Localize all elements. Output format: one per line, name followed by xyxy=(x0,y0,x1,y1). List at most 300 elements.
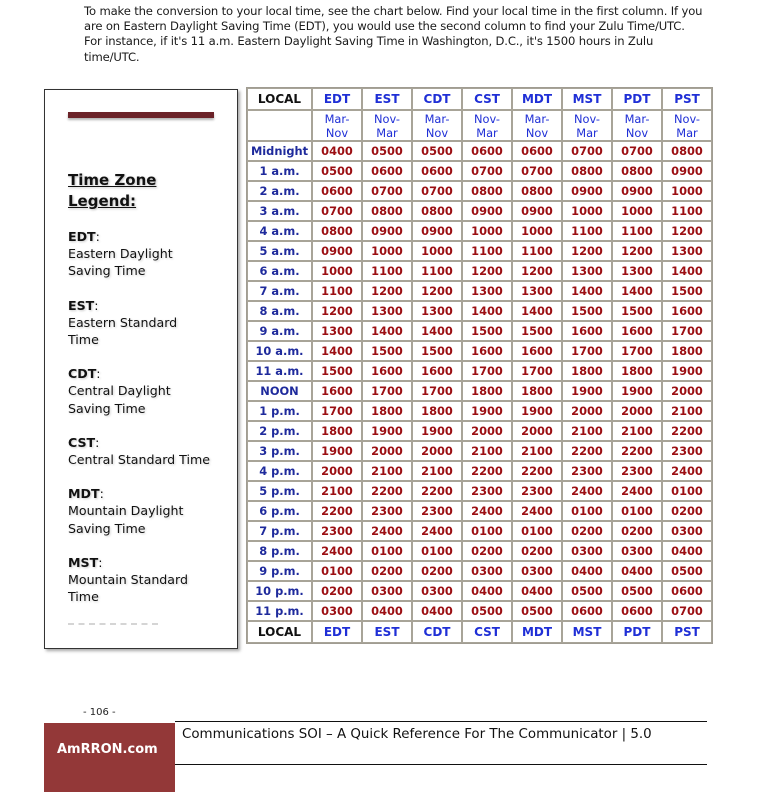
zulu-cell: 0400 xyxy=(512,581,562,601)
zulu-cell: 0200 xyxy=(362,561,412,581)
period-line: Nov xyxy=(525,125,549,140)
zulu-cell: 0600 xyxy=(362,161,412,181)
zulu-cell: 0100 xyxy=(662,481,712,501)
period-line: Mar xyxy=(476,125,498,140)
zulu-cell: 0300 xyxy=(512,561,562,581)
legend-truncated-entry xyxy=(68,623,158,628)
zulu-cell: 0600 xyxy=(512,141,562,161)
period-line: Nov xyxy=(325,125,349,140)
zulu-cell: 2200 xyxy=(462,461,512,481)
zulu-cell: 2000 xyxy=(612,401,662,421)
local-time-cell: NOON xyxy=(247,381,312,401)
zulu-cell: 1400 xyxy=(612,281,662,301)
table-row xyxy=(247,241,712,261)
zulu-cell: 2300 xyxy=(562,461,612,481)
zulu-cell: 2000 xyxy=(412,441,462,461)
zulu-cell: 2100 xyxy=(462,441,512,461)
zulu-cell: 2300 xyxy=(462,481,512,501)
zulu-cell: 2300 xyxy=(612,461,662,481)
zulu-cell: 1200 xyxy=(412,281,462,301)
zulu-cell: 1300 xyxy=(662,241,712,261)
period-cell xyxy=(412,110,462,141)
period-line: Nov- xyxy=(373,111,401,126)
local-time-cell: 7 a.m. xyxy=(247,281,312,301)
legend-entry-est: EST: Eastern Standard Time xyxy=(68,297,233,349)
zulu-cell: 1600 xyxy=(462,341,512,361)
table-row xyxy=(247,341,712,361)
zulu-cell: 0200 xyxy=(412,561,462,581)
zulu-cell: 2200 xyxy=(562,441,612,461)
legend-entry-cst: CST: Central Standard Time xyxy=(68,434,233,468)
legend-abbr: EST xyxy=(68,297,95,313)
zulu-cell: 1800 xyxy=(612,361,662,381)
zulu-cell: 1900 xyxy=(512,401,562,421)
table-row xyxy=(247,541,712,561)
zulu-cell: 1900 xyxy=(612,381,662,401)
zulu-cell: 0700 xyxy=(312,201,362,221)
zulu-cell: 1200 xyxy=(512,261,562,281)
zulu-cell: 0300 xyxy=(462,561,512,581)
local-time-cell: 10 a.m. xyxy=(247,341,312,361)
zulu-cell: 2200 xyxy=(612,441,662,461)
zulu-cell: 0400 xyxy=(462,581,512,601)
legend-entry-mdt: MDT: Mountain Daylight Saving Time xyxy=(68,485,233,537)
zulu-cell: 1900 xyxy=(312,441,362,461)
period-cell xyxy=(462,110,512,141)
legend-abbr: CST xyxy=(68,434,96,450)
zulu-cell: 2300 xyxy=(662,441,712,461)
header-zone: CDT xyxy=(412,88,462,110)
zulu-cell: 0600 xyxy=(662,581,712,601)
zulu-cell: 2400 xyxy=(362,521,412,541)
zulu-cell: 0900 xyxy=(612,181,662,201)
footer-zone: EST xyxy=(362,621,412,643)
table-row xyxy=(247,201,712,221)
footer-zone: CST xyxy=(462,621,512,643)
zulu-cell: 2300 xyxy=(312,521,362,541)
period-cell xyxy=(362,110,412,141)
zulu-cell: 1600 xyxy=(562,321,612,341)
zulu-cell: 2400 xyxy=(312,541,362,561)
table-row xyxy=(247,161,712,181)
zulu-cell: 0400 xyxy=(662,541,712,561)
zulu-cell: 1100 xyxy=(512,241,562,261)
legend-desc: Mountain Daylight Saving Time xyxy=(68,503,184,536)
table-row xyxy=(247,441,712,461)
header-zone: PST xyxy=(662,88,712,110)
period-cell xyxy=(512,110,562,141)
local-time-cell: 5 p.m. xyxy=(247,481,312,501)
zulu-cell: 0200 xyxy=(512,541,562,561)
zulu-cell: 0800 xyxy=(312,221,362,241)
zulu-cell: 0200 xyxy=(612,521,662,541)
zulu-cell: 1200 xyxy=(612,241,662,261)
zulu-cell: 1400 xyxy=(662,261,712,281)
zulu-cell: 1000 xyxy=(512,221,562,241)
zulu-cell: 1400 xyxy=(362,321,412,341)
zulu-cell: 0500 xyxy=(562,581,612,601)
legend-title xyxy=(68,170,156,212)
footer-zone: MDT xyxy=(512,621,562,643)
zulu-cell: 0900 xyxy=(562,181,612,201)
period-cell xyxy=(562,110,612,141)
zulu-cell: 0900 xyxy=(662,161,712,181)
zulu-cell: 1000 xyxy=(462,221,512,241)
zulu-cell: 1300 xyxy=(312,321,362,341)
zulu-cell: 1700 xyxy=(612,341,662,361)
zulu-cell: 2100 xyxy=(312,481,362,501)
period-line: Nov- xyxy=(573,111,601,126)
table-row xyxy=(247,181,712,201)
table-row xyxy=(247,321,712,341)
table-row xyxy=(247,301,712,321)
table-row xyxy=(247,561,712,581)
zulu-cell: 0500 xyxy=(662,561,712,581)
zulu-cell: 1900 xyxy=(462,401,512,421)
legend-accent-bar xyxy=(68,112,214,118)
zulu-cell: 0300 xyxy=(662,521,712,541)
local-time-cell: 11 a.m. xyxy=(247,361,312,381)
table-row xyxy=(247,501,712,521)
table-row xyxy=(247,401,712,421)
zulu-cell: 1500 xyxy=(562,301,612,321)
zulu-cell: 1400 xyxy=(512,301,562,321)
table-footer-row xyxy=(247,621,712,643)
local-time-cell: 6 a.m. xyxy=(247,261,312,281)
zulu-cell: 0100 xyxy=(412,541,462,561)
table-row xyxy=(247,261,712,281)
zulu-cell: 2400 xyxy=(462,501,512,521)
zulu-cell: 0500 xyxy=(412,141,462,161)
header-zone: EDT xyxy=(312,88,362,110)
zulu-cell: 1700 xyxy=(412,381,462,401)
legend-title-line2: Legend: xyxy=(68,192,137,210)
footer-divider-bottom xyxy=(175,764,707,765)
zulu-cell: 1100 xyxy=(362,261,412,281)
zulu-cell: 1500 xyxy=(362,341,412,361)
zulu-cell: 1600 xyxy=(662,301,712,321)
zulu-cell: 1700 xyxy=(562,341,612,361)
footer-zone: MST xyxy=(562,621,612,643)
zulu-cell: 0200 xyxy=(312,581,362,601)
zulu-cell: 1400 xyxy=(412,321,462,341)
zulu-cell: 1600 xyxy=(412,361,462,381)
zulu-cell: 2400 xyxy=(512,501,562,521)
table-row xyxy=(247,481,712,501)
legend-desc: Eastern Standard Time xyxy=(68,314,178,348)
zulu-cell: 1500 xyxy=(312,361,362,381)
local-time-cell: 11 p.m. xyxy=(247,601,312,621)
period-line: Mar- xyxy=(624,111,650,126)
zulu-cell: 1800 xyxy=(462,381,512,401)
zulu-cell: 0600 xyxy=(462,141,512,161)
period-line: Mar- xyxy=(324,111,350,126)
table-row xyxy=(247,521,712,541)
header-zone: MDT xyxy=(512,88,562,110)
zulu-cell: 0100 xyxy=(462,521,512,541)
zulu-cell: 0900 xyxy=(512,201,562,221)
zulu-cell: 1300 xyxy=(412,301,462,321)
local-time-cell: 5 a.m. xyxy=(247,241,312,261)
zulu-cell: 1800 xyxy=(312,421,362,441)
zulu-cell: 0700 xyxy=(462,161,512,181)
legend-abbr: EDT xyxy=(68,229,96,244)
zulu-cell: 1400 xyxy=(462,301,512,321)
zulu-conversion-table xyxy=(246,87,713,644)
zulu-cell: 0700 xyxy=(362,181,412,201)
zulu-cell: 0400 xyxy=(412,601,462,621)
table-row xyxy=(247,221,712,241)
zulu-cell: 1300 xyxy=(562,261,612,281)
header-local: LOCAL xyxy=(247,88,312,110)
zulu-cell: 1100 xyxy=(412,261,462,281)
table-row xyxy=(247,421,712,441)
zulu-cell: 2300 xyxy=(512,481,562,501)
table-row xyxy=(247,361,712,381)
zulu-cell: 0300 xyxy=(362,581,412,601)
footer-divider-top xyxy=(175,721,707,722)
zulu-cell: 1800 xyxy=(562,361,612,381)
zulu-cell: 0100 xyxy=(312,561,362,581)
zulu-cell: 2200 xyxy=(362,481,412,501)
zulu-cell: 0700 xyxy=(412,181,462,201)
zulu-cell: 2100 xyxy=(662,401,712,421)
zulu-cell: 1500 xyxy=(512,321,562,341)
zulu-cell: 0300 xyxy=(562,541,612,561)
zulu-cell: 0100 xyxy=(612,501,662,521)
period-line: Nov- xyxy=(673,111,701,126)
legend-entries xyxy=(68,228,233,622)
zulu-cell: 1600 xyxy=(512,341,562,361)
period-line: Mar xyxy=(676,125,698,140)
legend-abbr: MST xyxy=(68,554,99,570)
zulu-cell: 1000 xyxy=(362,241,412,261)
period-cell xyxy=(312,110,362,141)
intro-paragraph: To make the conversion to your local time, see the chart below. Find your local time in the first column. If you are on Eastern Daylight Saving Time (EDT), you would use the second column to find your Zulu Time/UTC. For instance, if it's 11 a.m. Eastern Daylight Saving Time in Washington, D.C., it's 1500 hours in Zulu time/UTC. xyxy=(84,4,703,64)
zulu-cell: 1600 xyxy=(362,361,412,381)
local-time-cell: 2 a.m. xyxy=(247,181,312,201)
zulu-cell: 0800 xyxy=(662,141,712,161)
local-time-cell: 1 p.m. xyxy=(247,401,312,421)
zulu-cell: 1800 xyxy=(662,341,712,361)
zulu-cell: 2100 xyxy=(412,461,462,481)
zulu-cell: 0800 xyxy=(362,201,412,221)
zulu-cell: 1300 xyxy=(362,301,412,321)
local-time-cell: 8 a.m. xyxy=(247,301,312,321)
zulu-cell: 0400 xyxy=(562,561,612,581)
zulu-cell: 2100 xyxy=(362,461,412,481)
header-zone: EST xyxy=(362,88,412,110)
table-row xyxy=(247,581,712,601)
zulu-cell: 2100 xyxy=(512,441,562,461)
zulu-cell: 0500 xyxy=(612,581,662,601)
local-time-cell: 3 p.m. xyxy=(247,441,312,461)
zulu-cell: 0300 xyxy=(612,541,662,561)
zulu-cell: 0700 xyxy=(662,601,712,621)
period-line: Nov xyxy=(625,125,649,140)
footer-local: LOCAL xyxy=(247,621,312,643)
zulu-cell: 2000 xyxy=(662,381,712,401)
zulu-cell: 2400 xyxy=(412,521,462,541)
zulu-cell: 1700 xyxy=(362,381,412,401)
zulu-cell: 1300 xyxy=(462,281,512,301)
local-time-cell: 4 p.m. xyxy=(247,461,312,481)
zulu-cell: 0800 xyxy=(612,161,662,181)
footer-zone: PST xyxy=(662,621,712,643)
legend-entry-cdt: CDT: Central Daylight Saving Time xyxy=(68,365,233,417)
zulu-cell: 2200 xyxy=(312,501,362,521)
zulu-cell: 0500 xyxy=(512,601,562,621)
period-empty-cell xyxy=(247,110,312,141)
local-time-cell: 7 p.m. xyxy=(247,521,312,541)
zulu-cell: 1100 xyxy=(462,241,512,261)
zulu-cell: 2100 xyxy=(562,421,612,441)
footer-brand-block xyxy=(44,723,175,792)
zulu-cell: 0700 xyxy=(512,161,562,181)
zulu-cell: 2400 xyxy=(562,481,612,501)
zulu-cell: 1200 xyxy=(562,241,612,261)
zulu-cell: 1100 xyxy=(662,201,712,221)
zulu-cell: 2000 xyxy=(562,401,612,421)
zulu-cell: 2200 xyxy=(412,481,462,501)
zulu-cell: 1000 xyxy=(612,201,662,221)
zulu-cell: 1800 xyxy=(362,401,412,421)
table-row xyxy=(247,601,712,621)
zulu-cell: 0900 xyxy=(412,221,462,241)
local-time-cell: 9 a.m. xyxy=(247,321,312,341)
table-row xyxy=(247,281,712,301)
zulu-cell: 2000 xyxy=(362,441,412,461)
zulu-cell: 1600 xyxy=(312,381,362,401)
zulu-cell: 1900 xyxy=(562,381,612,401)
zulu-cell: 1800 xyxy=(412,401,462,421)
local-time-cell: 8 p.m. xyxy=(247,541,312,561)
zulu-cell: 2100 xyxy=(612,421,662,441)
zulu-cell: 0100 xyxy=(562,501,612,521)
period-cell xyxy=(662,110,712,141)
period-cell xyxy=(612,110,662,141)
period-line: Mar- xyxy=(424,111,450,126)
zulu-cell: 1000 xyxy=(312,261,362,281)
local-time-cell: 3 a.m. xyxy=(247,201,312,221)
zulu-cell: 1500 xyxy=(612,301,662,321)
legend-title-line1: Time Zone xyxy=(68,171,157,189)
zulu-cell: 1700 xyxy=(662,321,712,341)
local-time-cell: 4 a.m. xyxy=(247,221,312,241)
zulu-cell: 1500 xyxy=(412,341,462,361)
zulu-cell: 2000 xyxy=(462,421,512,441)
header-zone: PDT xyxy=(612,88,662,110)
zulu-cell: 0200 xyxy=(462,541,512,561)
legend-desc: Eastern Daylight Saving Time xyxy=(68,246,173,279)
zulu-cell: 0300 xyxy=(412,581,462,601)
zulu-cell: 2200 xyxy=(662,421,712,441)
zulu-cell: 0600 xyxy=(312,181,362,201)
legend-desc: Central Standard Time xyxy=(68,452,210,468)
period-line: Nov- xyxy=(473,111,501,126)
zulu-cell: 1000 xyxy=(562,201,612,221)
legend-entry-edt: EDT: Eastern Daylight Saving Time xyxy=(68,228,233,280)
zulu-cell: 0300 xyxy=(312,601,362,621)
zulu-cell: 1500 xyxy=(462,321,512,341)
zulu-cell: 0900 xyxy=(462,201,512,221)
period-line: Nov xyxy=(425,125,449,140)
legend-entry-mst: MST: Mountain Standard Time xyxy=(68,554,233,606)
zulu-cell: 0400 xyxy=(362,601,412,621)
zulu-cell: 0800 xyxy=(562,161,612,181)
legend-desc: Central Daylight Saving Time xyxy=(68,383,171,416)
local-time-cell: 6 p.m. xyxy=(247,501,312,521)
zulu-cell: 0400 xyxy=(612,561,662,581)
zulu-cell: 1800 xyxy=(512,381,562,401)
table-row xyxy=(247,381,712,401)
zulu-cell: 1900 xyxy=(362,421,412,441)
footer-zone: CDT xyxy=(412,621,462,643)
zulu-cell: 0600 xyxy=(562,601,612,621)
zulu-cell: 0800 xyxy=(462,181,512,201)
header-zone: CST xyxy=(462,88,512,110)
zulu-cell: 2000 xyxy=(312,461,362,481)
zulu-cell: 2400 xyxy=(662,461,712,481)
zulu-cell: 1400 xyxy=(312,341,362,361)
zulu-cell: 1700 xyxy=(462,361,512,381)
zulu-cell: 1100 xyxy=(312,281,362,301)
zulu-cell: 2300 xyxy=(412,501,462,521)
period-line: Mar- xyxy=(524,111,550,126)
legend-abbr: CDT xyxy=(68,366,97,382)
footer-zone: EDT xyxy=(312,621,362,643)
zulu-cell: 1100 xyxy=(562,221,612,241)
zulu-cell: 1200 xyxy=(362,281,412,301)
local-time-cell: 2 p.m. xyxy=(247,421,312,441)
table-row xyxy=(247,461,712,481)
time-zone-legend xyxy=(44,89,238,649)
local-time-cell: 10 p.m. xyxy=(247,581,312,601)
zulu-cell: 0400 xyxy=(312,141,362,161)
zulu-cell: 0500 xyxy=(462,601,512,621)
zulu-cell: 0200 xyxy=(562,521,612,541)
local-time-cell: 1 a.m. xyxy=(247,161,312,181)
zulu-cell: 1400 xyxy=(562,281,612,301)
zulu-cell: 2300 xyxy=(362,501,412,521)
table-row xyxy=(247,141,712,161)
zulu-cell: 0200 xyxy=(662,501,712,521)
zulu-cell: 0900 xyxy=(312,241,362,261)
zulu-cell: 0800 xyxy=(412,201,462,221)
local-time-cell: 9 p.m. xyxy=(247,561,312,581)
zulu-cell: 1300 xyxy=(512,281,562,301)
page-number: - 106 - xyxy=(83,707,116,718)
zulu-cell: 0100 xyxy=(512,521,562,541)
zulu-cell: 0500 xyxy=(312,161,362,181)
header-zone: MST xyxy=(562,88,612,110)
zulu-cell: 1900 xyxy=(412,421,462,441)
zulu-cell: 0700 xyxy=(612,141,662,161)
zulu-cell: 1500 xyxy=(662,281,712,301)
zulu-cell: 1300 xyxy=(612,261,662,281)
footer-zone: PDT xyxy=(612,621,662,643)
zulu-cell: 1700 xyxy=(512,361,562,381)
table-header-row xyxy=(247,88,712,110)
legend-abbr: MDT xyxy=(68,486,100,502)
zulu-cell: 0900 xyxy=(362,221,412,241)
zulu-cell: 0600 xyxy=(612,601,662,621)
zulu-cell: 1200 xyxy=(462,261,512,281)
zulu-cell: 0600 xyxy=(412,161,462,181)
zulu-cell: 2400 xyxy=(612,481,662,501)
period-line: Mar xyxy=(376,125,398,140)
zulu-cell: 0700 xyxy=(562,141,612,161)
